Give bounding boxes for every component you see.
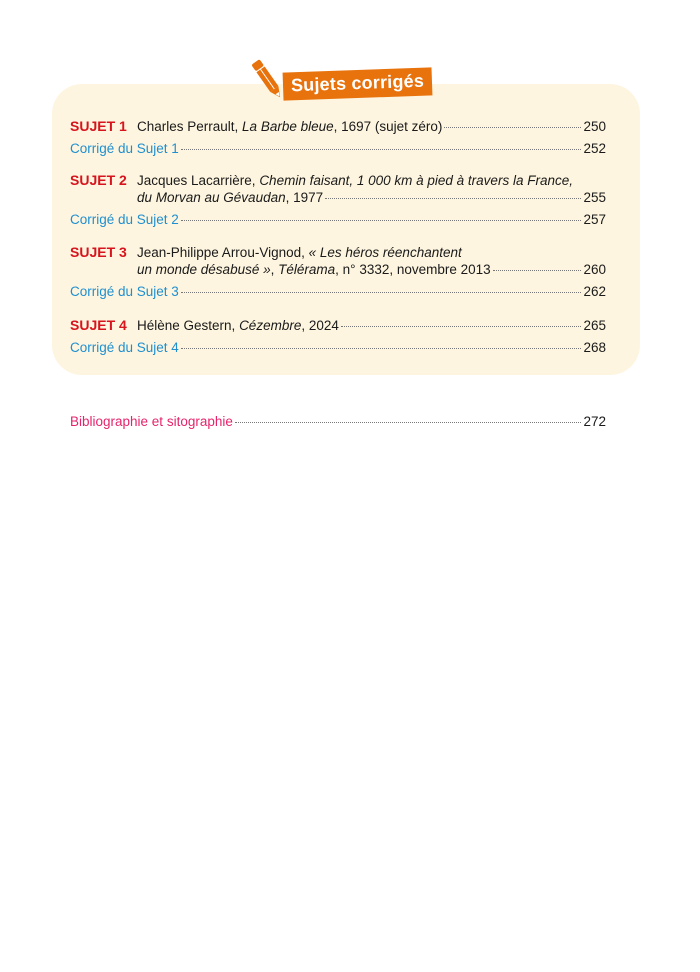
title-italic: Télérama — [278, 262, 336, 277]
title-text: , 1977 — [285, 190, 324, 205]
sujet-label: SUJET 3 — [70, 244, 127, 260]
title-text: , 1697 (sujet zéro) — [333, 119, 443, 134]
page-number: 250 — [583, 119, 606, 134]
corrige-label: Corrigé du Sujet 1 — [70, 141, 179, 156]
dot-leader — [181, 292, 582, 293]
title-text: Jean-Philippe Arrou-Vignod, — [137, 245, 309, 260]
sujet-label: SUJET 4 — [70, 317, 127, 333]
entry-line — [70, 317, 606, 334]
title-text: Hélène Gestern, — [137, 318, 240, 333]
dot-leader — [235, 422, 582, 423]
toc-entry-sujet-4[interactable] — [70, 317, 606, 356]
sujet-label: SUJET 2 — [70, 172, 127, 188]
entry-line — [70, 189, 606, 206]
page-number: 272 — [583, 414, 606, 429]
page-number: 252 — [583, 141, 606, 156]
entry-line — [70, 244, 606, 261]
page-number: 257 — [583, 212, 606, 227]
dot-leader — [341, 326, 582, 327]
sujet-label: SUJET 1 — [70, 118, 127, 134]
entry-line — [70, 118, 606, 135]
page-number: 260 — [583, 262, 606, 277]
toc-entry-bibliography[interactable] — [70, 413, 606, 430]
entry-title — [137, 118, 442, 135]
toc-entry-sujet-3[interactable] — [70, 244, 606, 300]
page-number: 255 — [583, 190, 606, 205]
entry-line — [70, 261, 606, 278]
dot-leader — [444, 127, 581, 128]
title-italic: Chemin faisant, 1 000 km à pied à travers la France, — [259, 173, 573, 188]
entry-title — [137, 189, 323, 206]
page-number: 268 — [583, 340, 606, 355]
pencil-icon — [250, 56, 286, 104]
toc-entry-corrige[interactable] — [70, 283, 606, 300]
page-number: 262 — [583, 284, 606, 299]
title-italic: du Morvan au Gévaudan — [137, 190, 286, 205]
entry-title — [137, 317, 339, 334]
corrige-label: Corrigé du Sujet 2 — [70, 212, 179, 227]
title-italic: « Les héros réenchantent — [308, 245, 462, 260]
toc-entry-corrige[interactable] — [70, 140, 606, 157]
dot-leader — [325, 198, 581, 199]
entry-line — [70, 172, 606, 189]
title-text: , n° 3332, novembre 2013 — [335, 262, 491, 277]
toc-entry-corrige[interactable] — [70, 211, 606, 228]
dot-leader — [493, 270, 582, 271]
entry-title — [137, 172, 573, 189]
title-italic: Cézembre — [239, 318, 302, 333]
bibliography-label: Bibliographie et sitographie — [70, 414, 233, 429]
title-italic: un monde désabusé » — [137, 262, 271, 277]
section-badge: Sujets corrigés — [283, 67, 433, 100]
page-number: 265 — [583, 318, 606, 333]
dot-leader — [181, 220, 582, 221]
toc-entry-corrige[interactable] — [70, 339, 606, 356]
title-text: , — [270, 262, 279, 277]
entry-title — [137, 261, 491, 278]
dot-leader — [181, 149, 582, 150]
corrige-label: Corrigé du Sujet 4 — [70, 340, 179, 355]
corrige-label: Corrigé du Sujet 3 — [70, 284, 179, 299]
title-text: Jacques Lacarrière, — [137, 173, 260, 188]
dot-leader — [181, 348, 582, 349]
title-text: Charles Perrault, — [137, 119, 243, 134]
toc-entry-sujet-1[interactable] — [70, 118, 606, 157]
entry-title — [137, 244, 462, 261]
toc-entry-sujet-2[interactable] — [70, 172, 606, 228]
title-italic: La Barbe bleue — [242, 119, 334, 134]
title-text: , 2024 — [301, 318, 339, 333]
